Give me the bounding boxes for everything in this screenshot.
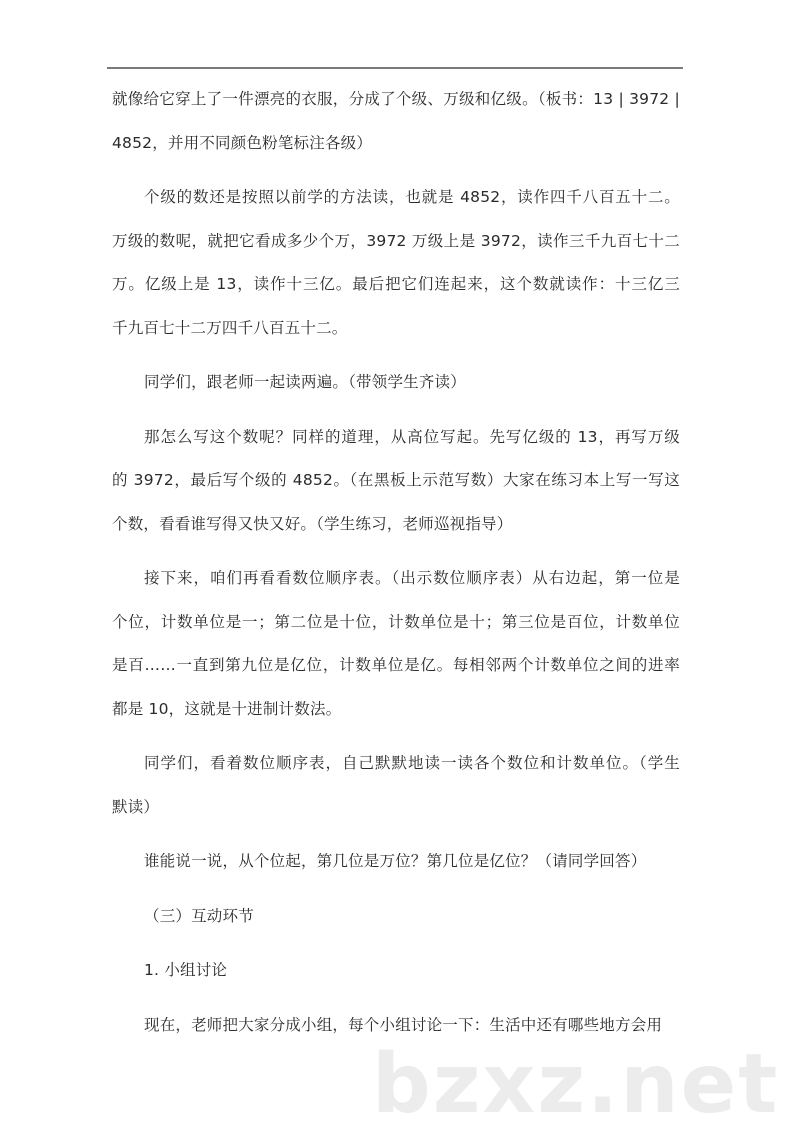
document-body	[112, 78, 680, 1058]
text-line: 的 3972，最后写个级的 4852。（在黑板上示范写数）大家在练习本上写一写这	[112, 471, 680, 489]
paragraph	[112, 840, 680, 884]
text-line: 都是 10，这就是十进制计数法。	[112, 699, 342, 718]
text-line: 默读）	[112, 797, 160, 816]
header-rule	[107, 67, 683, 69]
paragraph	[112, 176, 680, 350]
text-line: 个数，看看谁写得又快又好。（学生练习，老师巡视指导）	[112, 514, 513, 533]
paragraph	[112, 416, 680, 547]
paragraph	[112, 557, 680, 731]
text-line: 万级的数呢，就把它看成多少个万，3972 万级上是 3972，读作三千九百七十二	[112, 231, 680, 250]
text-line: 就像给它穿上了一件漂亮的衣服，分成了个级、万级和亿级。（板书：13 | 3972 |	[112, 90, 680, 108]
text-line: 万。亿级上是 13，读作十三亿。最后把它们连起来，这个数就读作：十三亿三	[112, 275, 680, 293]
paragraph	[112, 361, 680, 405]
text-line: 是百……一直到第九位是亿位，计数单位是亿。每相邻两个计数单位之间的进率	[112, 656, 680, 674]
text-line: 同学们，看着数位顺序表，自己默默地读一读各个数位和计数单位。（学生	[144, 754, 680, 772]
text-line: 1. 小组讨论	[144, 961, 228, 979]
text-line: 4852，并用不同颜色粉笔标注各级）	[112, 133, 373, 152]
text-line: 接下来，咱们再看看数位顺序表。（出示数位顺序表）从右边起，第一位是	[144, 569, 680, 587]
paragraph	[112, 895, 680, 939]
text-line: 千九百七十二万四千八百五十二。	[112, 318, 348, 337]
text-line: 个级的数还是按照以前学的方法读，也就是 4852，读作四千八百五十二。	[144, 188, 680, 206]
text-line: （三）互动环节	[144, 906, 254, 925]
text-line: 现在，老师把大家分成小组，每个小组讨论一下：生活中还有哪些地方会用	[144, 1015, 663, 1034]
paragraph	[112, 949, 680, 993]
paragraph	[112, 78, 680, 165]
text-line: 个位，计数单位是一；第二位是十位，计数单位是十；第三位是百位，计数单位	[112, 612, 680, 631]
paragraph	[112, 742, 680, 829]
text-line: 谁能说一说，从个位起，第几位是万位？第几位是亿位？（请同学回答）	[144, 852, 647, 870]
text-line: 那怎么写这个数呢？同样的道理，从高位写起。先写亿级的 13，再写万级	[144, 427, 680, 446]
text-line: 同学们，跟老师一起读两遍。（带领学生齐读）	[144, 373, 466, 391]
watermark: bzxz.net	[372, 1037, 780, 1132]
